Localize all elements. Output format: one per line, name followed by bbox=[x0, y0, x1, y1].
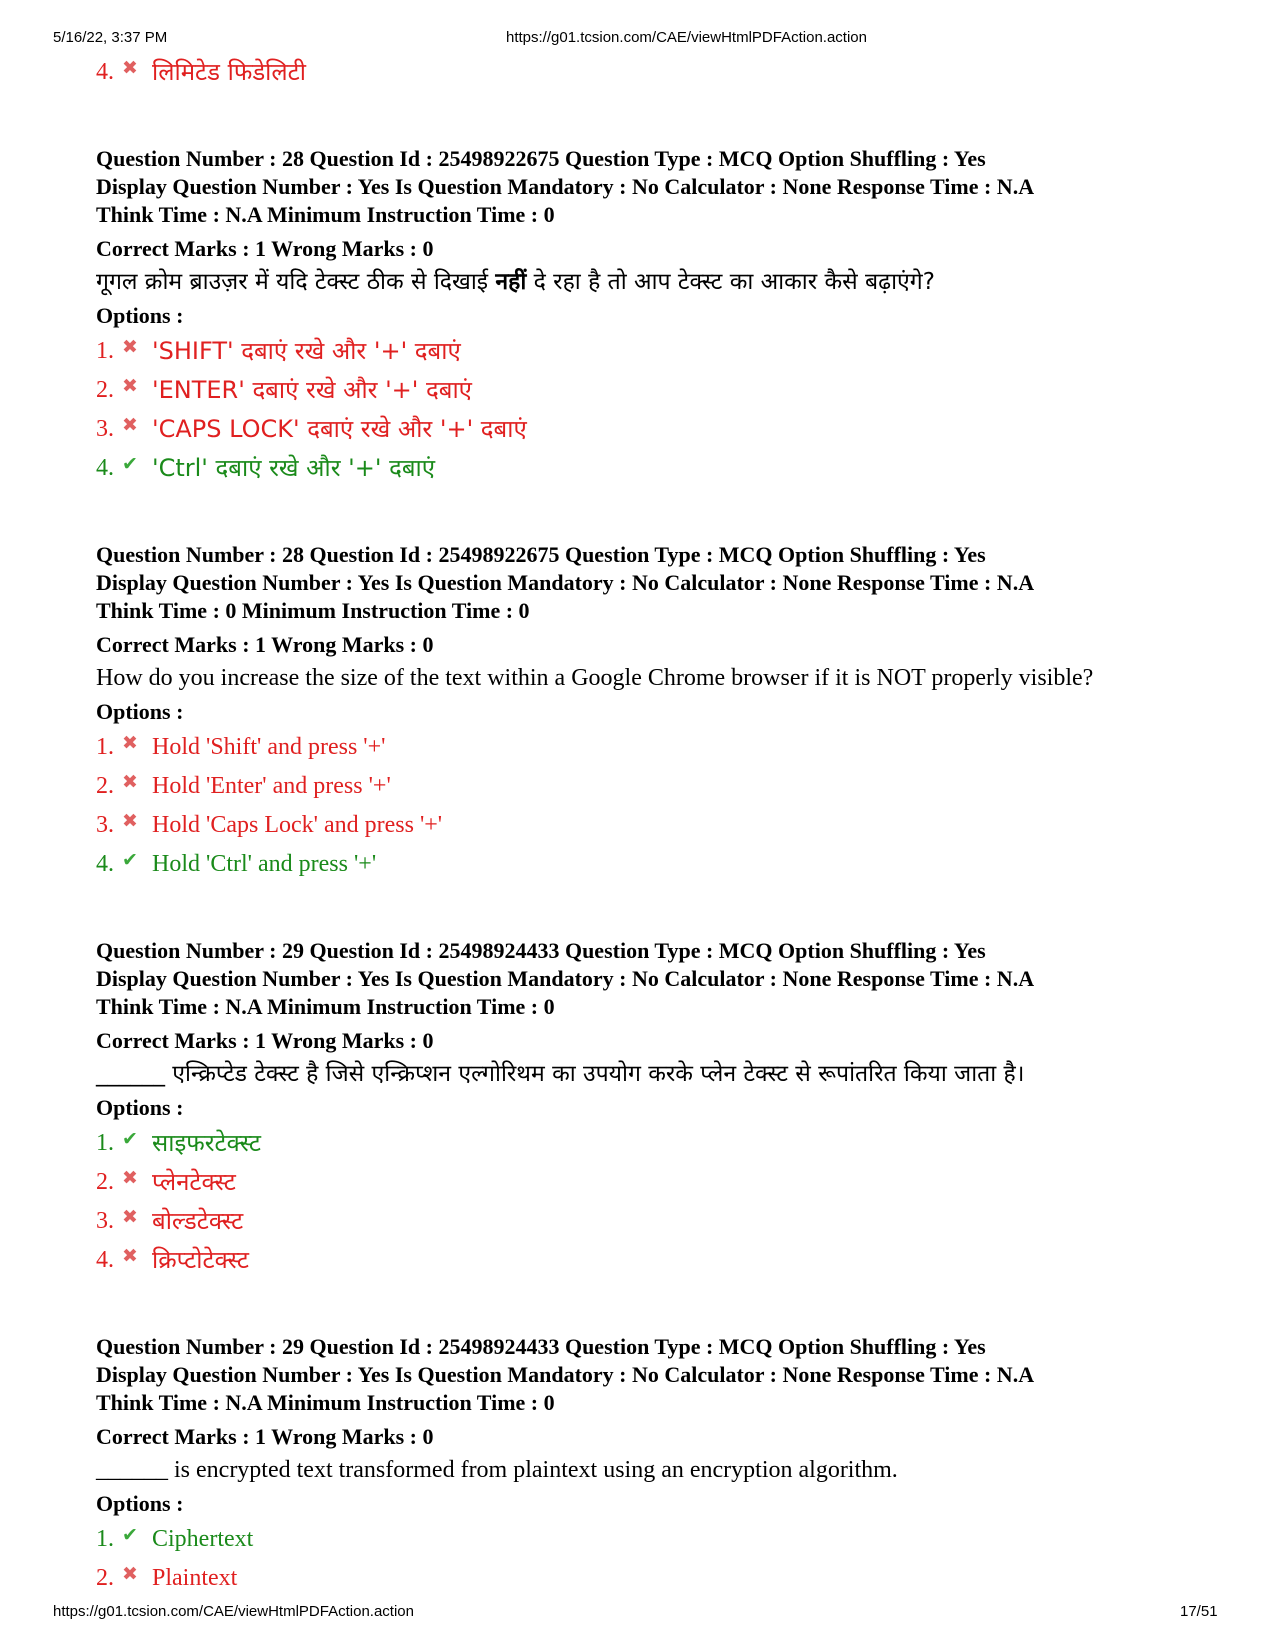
print-url: https://g01.tcsion.com/CAE/viewHtmlPDFAction.action bbox=[506, 29, 867, 46]
option-text: बोल्डटेक्स्ट bbox=[152, 1207, 244, 1235]
option-text: क्रिप्टोटेक्स्ट bbox=[152, 1246, 249, 1274]
question-text: How do you increase the size of the text within a Google Chrome browser if it is NOT properly visible? bbox=[96, 665, 1094, 691]
option-text: Ciphertext bbox=[152, 1526, 254, 1552]
question-meta-line: Display Question Number : Yes Is Question Mandatory : No Calculator : None Response Time : N.A bbox=[96, 966, 1035, 991]
question-marks: Correct Marks : 1 Wrong Marks : 0 bbox=[96, 1028, 434, 1053]
option-text: Hold 'Caps Lock' and press '+' bbox=[152, 812, 443, 838]
options-label: Options : bbox=[96, 1491, 184, 1516]
options-label: Options : bbox=[96, 303, 184, 328]
cross-icon: ✖ bbox=[122, 1246, 138, 1267]
option-text: Plaintext bbox=[152, 1565, 238, 1591]
option-text: Hold 'Enter' and press '+' bbox=[152, 773, 391, 799]
option-text: साइफरटेक्स्ट bbox=[152, 1129, 262, 1157]
check-icon: ✔ bbox=[122, 1129, 138, 1150]
option-wrong: 3. ✖ 'CAPS LOCK' दबाएं रखे और '+' दबाएं bbox=[96, 415, 1186, 454]
option-text: Hold 'Ctrl' and press '+' bbox=[152, 851, 377, 877]
question-block bbox=[96, 145, 1186, 493]
option-wrong: 4. ✖ लिमिटेड फिडेलिटी bbox=[96, 58, 1186, 97]
cross-icon: ✖ bbox=[122, 337, 138, 358]
option-wrong: 2. ✖ Hold 'Enter' and press '+' bbox=[96, 772, 1186, 811]
option-wrong: 1. ✖ 'SHIFT' दबाएं रखे और '+' दबाएं bbox=[96, 337, 1186, 376]
question-meta-line: Think Time : N.A Minimum Instruction Time : 0 bbox=[96, 202, 555, 227]
footer-url: https://g01.tcsion.com/CAE/viewHtmlPDFAction.action bbox=[53, 1603, 414, 1620]
check-icon: ✔ bbox=[122, 850, 138, 871]
question-meta-line: Display Question Number : Yes Is Question Mandatory : No Calculator : None Response Time : N.A bbox=[96, 174, 1035, 199]
option-wrong: 2. ✖ 'ENTER' दबाएं रखे और '+' दबाएं bbox=[96, 376, 1186, 415]
question-marks: Correct Marks : 1 Wrong Marks : 0 bbox=[96, 1424, 434, 1449]
option-text: Hold 'Shift' and press '+' bbox=[152, 734, 386, 760]
question-meta-line: Think Time : N.A Minimum Instruction Time : 0 bbox=[96, 994, 555, 1019]
page-number: 17/51 bbox=[1180, 1603, 1218, 1620]
option-correct: 1. ✔ Ciphertext bbox=[96, 1525, 1186, 1564]
question-text: ______ is encrypted text transformed from plaintext using an encryption algorithm. bbox=[96, 1457, 898, 1483]
options-label: Options : bbox=[96, 699, 184, 724]
option-correct: 4. ✔ Hold 'Ctrl' and press '+' bbox=[96, 850, 1186, 889]
option-wrong: 1. ✖ Hold 'Shift' and press '+' bbox=[96, 733, 1186, 772]
question-marks: Correct Marks : 1 Wrong Marks : 0 bbox=[96, 632, 434, 657]
cross-icon: ✖ bbox=[122, 772, 138, 793]
question-marks: Correct Marks : 1 Wrong Marks : 0 bbox=[96, 236, 434, 261]
options-label: Options : bbox=[96, 1095, 184, 1120]
question-meta-line: Question Number : 28 Question Id : 25498922675 Question Type : MCQ Option Shuffling : Yes bbox=[96, 542, 986, 567]
option-correct: 4. ✔ 'Ctrl' दबाएं रखे और '+' दबाएं bbox=[96, 454, 1186, 493]
question-text: गूगल क्रोम ब्राउज़र में यदि टेक्स्ट ठीक से दिखाई नहीं दे रहा है तो आप टेक्स्ट का आकार कैसे बढ़ाएंगे? bbox=[96, 269, 935, 295]
question-meta-line: Display Question Number : Yes Is Question Mandatory : No Calculator : None Response Time : N.A bbox=[96, 570, 1035, 595]
question-block bbox=[96, 541, 1186, 889]
option-text: 'CAPS LOCK' दबाएं रखे और '+' दबाएं bbox=[152, 415, 527, 443]
check-icon: ✔ bbox=[122, 454, 138, 475]
question-block bbox=[96, 1333, 1186, 1603]
question-text: ______ एन्क्रिप्टेड टेक्स्ट है जिसे एन्क्रिप्शन एल्गोरिथम का उपयोग करके प्लेन टेक्स्ट से रूपांतरित किया जाता है। bbox=[96, 1061, 1025, 1087]
option-wrong: 4. ✖ क्रिप्टोटेक्स्ट bbox=[96, 1246, 1186, 1285]
question-meta-line: Display Question Number : Yes Is Question Mandatory : No Calculator : None Response Time : N.A bbox=[96, 1362, 1035, 1387]
question-meta-line: Question Number : 29 Question Id : 25498924433 Question Type : MCQ Option Shuffling : Yes bbox=[96, 1334, 986, 1359]
option-wrong: 2. ✖ Plaintext bbox=[96, 1564, 1186, 1603]
question-paper bbox=[96, 58, 1186, 1603]
option-wrong: 2. ✖ प्लेनटेक्स्ट bbox=[96, 1168, 1186, 1207]
cross-icon: ✖ bbox=[122, 58, 138, 79]
option-text: प्लेनटेक्स्ट bbox=[152, 1168, 236, 1196]
question-meta-line: Think Time : 0 Minimum Instruction Time : 0 bbox=[96, 598, 530, 623]
cross-icon: ✖ bbox=[122, 1207, 138, 1228]
cross-icon: ✖ bbox=[122, 811, 138, 832]
option-text: लिमिटेड फिडेलिटी bbox=[152, 58, 306, 86]
cross-icon: ✖ bbox=[122, 376, 138, 397]
cross-icon: ✖ bbox=[122, 415, 138, 436]
option-wrong: 3. ✖ बोल्डटेक्स्ट bbox=[96, 1207, 1186, 1246]
question-meta-line: Question Number : 28 Question Id : 25498922675 Question Type : MCQ Option Shuffling : Yes bbox=[96, 146, 986, 171]
question-meta-line: Question Number : 29 Question Id : 25498924433 Question Type : MCQ Option Shuffling : Yes bbox=[96, 938, 986, 963]
cross-icon: ✖ bbox=[122, 1564, 138, 1585]
cross-icon: ✖ bbox=[122, 1168, 138, 1189]
question-block bbox=[96, 937, 1186, 1285]
question-meta-line: Think Time : N.A Minimum Instruction Time : 0 bbox=[96, 1390, 555, 1415]
option-text: 'ENTER' दबाएं रखे और '+' दबाएं bbox=[152, 376, 472, 404]
option-wrong: 3. ✖ Hold 'Caps Lock' and press '+' bbox=[96, 811, 1186, 850]
check-icon: ✔ bbox=[122, 1525, 138, 1546]
option-correct: 1. ✔ साइफरटेक्स्ट bbox=[96, 1129, 1186, 1168]
option-text: 'Ctrl' दबाएं रखे और '+' दबाएं bbox=[152, 454, 436, 482]
option-text: 'SHIFT' दबाएं रखे और '+' दबाएं bbox=[152, 337, 461, 365]
print-datetime: 5/16/22, 3:37 PM bbox=[53, 29, 168, 46]
cross-icon: ✖ bbox=[122, 733, 138, 754]
